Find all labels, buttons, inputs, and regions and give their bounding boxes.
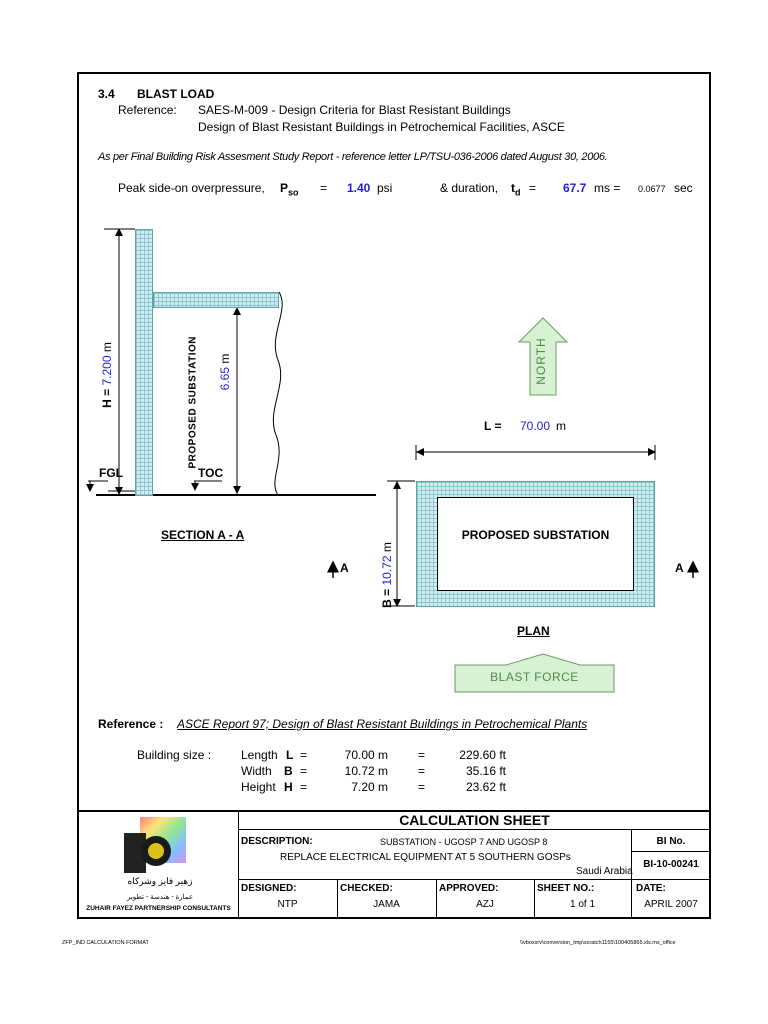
section-number: 3.4 (98, 87, 115, 101)
company-name: ZUHAIR FAYEZ PARTNERSHIP CONSULTANTS (86, 905, 231, 912)
designed-label: DESIGNED: (241, 883, 297, 894)
section-mark-right: A (675, 561, 684, 575)
size-eq: = (300, 748, 308, 762)
size-eq2: = (418, 764, 426, 778)
title-block-rule-1 (238, 829, 711, 830)
size-eq2: = (418, 748, 426, 762)
company-arabic-sub: عمارة - هندسة - تطوير (126, 894, 194, 901)
title-block-bi-rule (631, 851, 711, 852)
designed-value: NTP (277, 899, 298, 910)
duration-label: & duration, (440, 181, 499, 195)
size-imperial: 229.60 ft (459, 748, 506, 762)
building-size-label: Building size : (137, 748, 212, 762)
title-block-rule-2 (238, 879, 711, 880)
approved-label: APPROVED: (439, 883, 499, 894)
section-roof-slab (153, 292, 279, 308)
td-sec-unit: sec (674, 181, 693, 195)
l-value: 70.00 (520, 419, 551, 433)
description-line-1: SUBSTATION - UGOSP 7 AND UGOSP 8 (380, 837, 548, 847)
l-unit: m (556, 419, 566, 433)
size-symbol: H (284, 780, 293, 794)
section-building-label: PROPOSED SUBSTATION (187, 336, 199, 469)
date-value: APRIL 2007 (644, 899, 698, 910)
size-imperial: 23.62 ft (465, 780, 506, 794)
sheet-no-label: SHEET NO.: (537, 883, 595, 894)
approved-value: AZJ (476, 899, 494, 910)
section-mark-left: A (340, 561, 349, 575)
bi-label: BI No. (656, 836, 686, 847)
reference-line-1: SAES-M-009 - Design Criteria for Blast Resistant Buildings (198, 103, 511, 117)
company-arabic: زهير فايز وشركاه (127, 876, 193, 886)
td-value: 67.7 (563, 181, 587, 195)
size-symbol: L (286, 748, 294, 762)
plan-title: PLAN (517, 624, 550, 638)
description-label: DESCRIPTION: (241, 836, 313, 847)
size-name: Height (241, 780, 276, 794)
b-dimension-label: B = 10.72 m (380, 542, 394, 608)
bi-value: BI-10-00241 (643, 859, 699, 870)
size-symbol: B (284, 764, 293, 778)
toc-label: TOC (198, 466, 224, 480)
company-logo-icon (110, 813, 190, 877)
north-label: NORTH (534, 337, 548, 385)
study-note: As per Final Building Risk Assesment Study Report - reference letter LP/TSU-036-2006 dated August 30, 2006. (98, 151, 608, 163)
size-name: Width (241, 764, 272, 778)
size-name: Length (241, 748, 278, 762)
break-line (273, 292, 282, 495)
td-symbol: $t_d$ (511, 181, 521, 198)
size-metric: 10.72 m (344, 764, 388, 778)
description-line-3: Saudi Arabia (576, 866, 633, 877)
ref-label: Reference : (98, 717, 164, 731)
sheet-title: CALCULATION SHEET (399, 812, 550, 828)
td-unit: ms = (594, 181, 621, 195)
td-equals: = (529, 181, 537, 195)
footer-right: \\vboxsrv\conversion_tmp\scratch1155\100405865.xls.ms_office (520, 940, 676, 946)
blast-force-label: BLAST FORCE (490, 670, 579, 684)
size-eq2: = (418, 780, 426, 794)
l-dimension-label: L = (484, 419, 502, 433)
reference-label: Reference: (118, 103, 177, 117)
pso-value: 1.40 (347, 181, 371, 195)
size-imperial: 35.16 ft (465, 764, 506, 778)
size-eq: = (300, 780, 308, 794)
h-dimension-label: H = 7.200 m (100, 342, 114, 408)
checked-label: CHECKED: (340, 883, 393, 894)
description-line-2: REPLACE ELECTRICAL EQUIPMENT AT 5 SOUTHERN GOSPs (280, 852, 571, 863)
section-title: BLAST LOAD (137, 87, 215, 101)
size-metric: 7.20 m (351, 780, 388, 794)
checked-value: JAMA (373, 899, 400, 910)
footer-left: ZFP_IND CALCULATION FORMAT (62, 940, 149, 946)
plan-building-label: PROPOSED SUBSTATION (461, 528, 610, 542)
section-title: SECTION A - A (161, 528, 245, 542)
td-sec-value: 0.0677 (638, 184, 666, 194)
pso-symbol: $P_{so}$ (280, 181, 299, 198)
size-eq: = (300, 764, 308, 778)
sheet-no-value: 1 of 1 (569, 899, 596, 910)
north-label-wrap (521, 334, 561, 394)
fgl-label: FGL (99, 466, 123, 480)
pso-unit: psi (377, 181, 393, 195)
peak-label: Peak side-on overpressure, (118, 181, 265, 195)
ref-text: ASCE Report 97; Design of Blast Resistant Buildings in Petrochemical Plants (177, 717, 588, 731)
section-wall (135, 229, 153, 496)
reference-line-2: Design of Blast Resistant Buildings in Petrochemical Facilities, ASCE (198, 120, 565, 134)
size-metric: 70.00 m (344, 748, 388, 762)
date-label: DATE: (636, 883, 666, 894)
plan-interior (437, 497, 634, 591)
inner-dimension-label: 6.65 m (218, 353, 232, 391)
pso-equals: = (320, 181, 328, 195)
